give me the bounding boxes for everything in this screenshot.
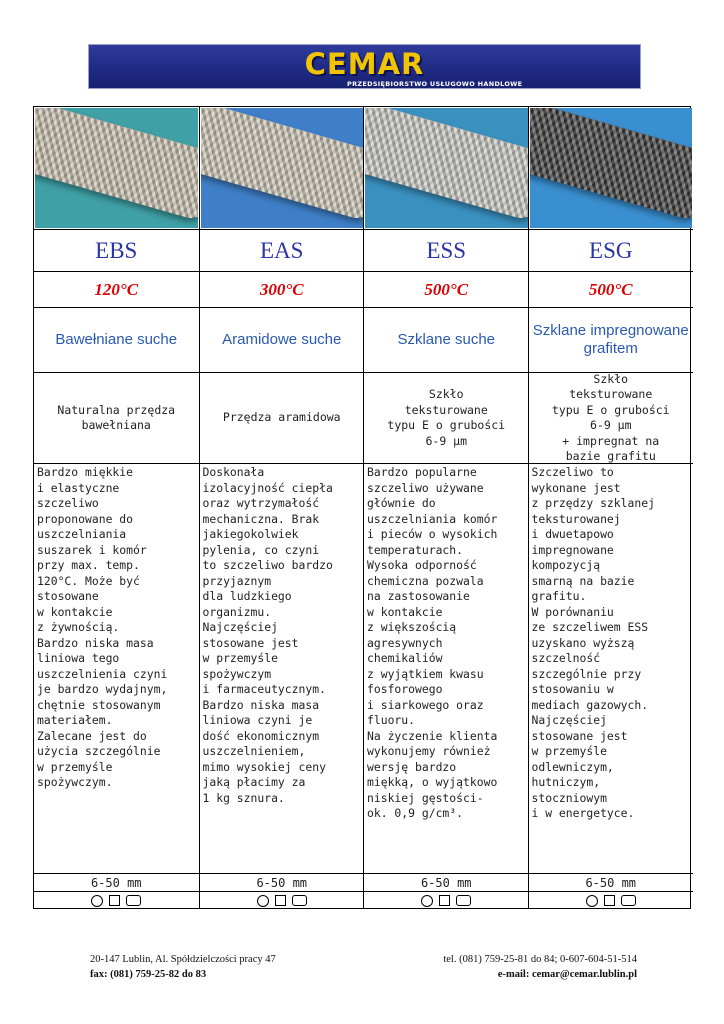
footer-email[interactable]: e-mail: cemar@cemar.lublin.pl: [497, 969, 637, 980]
rope-photo-esg: [530, 108, 693, 228]
product-column-eas: [199, 107, 365, 908]
rope-photo-ess: [365, 108, 528, 228]
rope-photo-ebs: [35, 108, 198, 228]
product-column-esg: [528, 107, 694, 908]
product-temperature: 500°C: [529, 271, 694, 307]
product-type: Aramidowe suche: [200, 307, 365, 372]
product-code: EAS: [200, 229, 365, 271]
company-logo: [88, 44, 641, 89]
footer-right: [443, 952, 637, 982]
rope-photo-eas: [201, 108, 364, 228]
square-shape-icon: [109, 895, 120, 906]
product-photo: [529, 107, 694, 229]
product-size: 6-50 mm: [200, 873, 365, 891]
product-code: ESG: [529, 229, 694, 271]
square-shape-icon: [604, 895, 615, 906]
product-table: [33, 106, 691, 909]
product-material: Naturalna przędza bawełniana: [34, 372, 199, 463]
footer-phone: tel. (081) 759-25-81 do 84; 0-607-604-51-514: [443, 954, 637, 965]
square-shape-icon: [275, 895, 286, 906]
product-size: 6-50 mm: [364, 873, 529, 891]
product-material: Szkło teksturowane typu E o grubości 6-9 µm: [364, 372, 529, 463]
product-size: 6-50 mm: [34, 873, 199, 891]
product-code: EBS: [34, 229, 199, 271]
product-photo: [34, 107, 199, 229]
logo-tagline: PRZEDSIĘBIORSTWO USŁUGOWO HANDLOWE: [347, 80, 523, 88]
product-column-ess: [363, 107, 529, 908]
round-shape-icon: [421, 895, 433, 907]
product-type: Szklane suche: [364, 307, 529, 372]
product-description: Bardzo popularne szczeliwo używane głównie do uszczelniania komór i pieców o wysokich temperaturach. Wysoka odporność chemiczna pozwala na zastosowanie w kontakcie z większością agresywnych chemikaliów z wyjątkiem kwasu fosforowego i siarkowego oraz fluoru. Na życzenie klienta wykonujemy również wersję bardzo miękką, o wyjątkowo niskiej gęstości- ok. 0,9 g/cm³.: [364, 463, 529, 873]
square-shape-icon: [439, 895, 450, 906]
product-size: 6-50 mm: [529, 873, 694, 891]
product-temperature: 120°C: [34, 271, 199, 307]
rectangle-shape-icon: [456, 895, 471, 906]
product-description: Szczeliwo to wykonane jest z przędzy szklanej teksturowanej i dwuetapowo impregnowane kompozycją smarną na bazie grafitu. W porównaniu ze szczeliwem ESS uzyskano wyższą szczelność szczególnie przy stosowaniu w mediach gazowych. Najczęściej stosowane jest w przemyśle odlewniczym, hutniczym, stoczniowym i w energetyce.: [529, 463, 694, 873]
shape-symbols: [200, 891, 365, 909]
footer-fax: fax: (081) 759-25-82 do 83: [90, 969, 207, 980]
product-type: Szklane impregnowane grafitem: [529, 307, 694, 372]
product-column-ebs: [34, 107, 199, 908]
footer-address: 20-147 Lublin, Al. Spółdzielczości pracy 47: [90, 954, 276, 965]
product-photo: [200, 107, 365, 229]
logo-name: CEMAR: [304, 47, 425, 81]
product-code: ESS: [364, 229, 529, 271]
product-temperature: 500°C: [364, 271, 529, 307]
round-shape-icon: [586, 895, 598, 907]
product-description: Doskonała izolacyjność ciepła oraz wytrzymałość mechaniczna. Brak jakiegokolwiek pylenia, co czyni to szczeliwo bardzo przyjaznym dla ludzkiego organizmu. Najczęściej stosowane jest w przemyśle spożywczym i farmaceutycznym. Bardzo niska masa liniowa czyni je dość ekonomicznym uszczelnieniem, mimo wysokiej ceny jaką płacimy za 1 kg sznura.: [200, 463, 365, 873]
product-material: Przędza aramidowa: [200, 372, 365, 463]
shape-symbols: [529, 891, 694, 909]
shape-symbols: [34, 891, 199, 909]
round-shape-icon: [91, 895, 103, 907]
footer-left: [90, 952, 276, 982]
rectangle-shape-icon: [621, 895, 636, 906]
product-material: Szkło teksturowane typu E o grubości 6-9 µm + impregnat na bazie grafitu: [529, 372, 694, 463]
product-description: Bardzo miękkie i elastyczne szczeliwo proponowane do uszczelniania suszarek i komór przy max. temp. 120°C. Może być stosowane w kontakcie z żywnością. Bardzo niska masa liniowa tego uszczelnienia czyni je bardzo wydajnym, chętnie stosowanym materiałem. Zalecane jest do użycia szczególnie w przemyśle spożywczym.: [34, 463, 199, 873]
product-type: Bawełniane suche: [34, 307, 199, 372]
round-shape-icon: [257, 895, 269, 907]
rectangle-shape-icon: [126, 895, 141, 906]
product-temperature: 300°C: [200, 271, 365, 307]
rectangle-shape-icon: [292, 895, 307, 906]
product-photo: [364, 107, 529, 229]
shape-symbols: [364, 891, 529, 909]
